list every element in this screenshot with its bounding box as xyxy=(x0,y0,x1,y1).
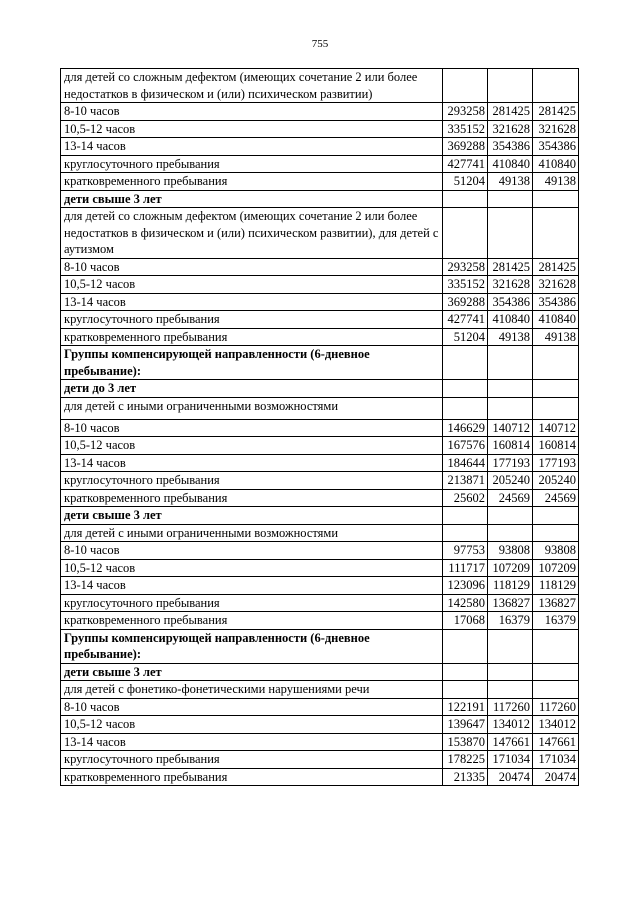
row-label: круглосуточного пребывания xyxy=(61,751,443,769)
tariff-value-1 xyxy=(443,208,488,259)
tariff-value-3: 354386 xyxy=(533,138,579,156)
row-label: 10,5-12 часов xyxy=(61,120,443,138)
tariff-value-3: 49138 xyxy=(533,328,579,346)
tariff-value-1: 293258 xyxy=(443,103,488,121)
table-row xyxy=(61,69,579,103)
section-header-row xyxy=(61,346,579,380)
tariff-value-2 xyxy=(488,663,533,681)
table-row xyxy=(61,103,579,121)
tariff-value-1 xyxy=(443,681,488,699)
section-header-row xyxy=(61,190,579,208)
table-row xyxy=(61,454,579,472)
row-label: 13-14 часов xyxy=(61,454,443,472)
row-label: дети до 3 лет xyxy=(61,380,443,398)
tariff-value-2: 147661 xyxy=(488,733,533,751)
tariff-value-3: 281425 xyxy=(533,258,579,276)
tariff-value-1: 21335 xyxy=(443,768,488,786)
tariff-value-1: 25602 xyxy=(443,489,488,507)
tariff-value-3: 107209 xyxy=(533,559,579,577)
tariff-value-1 xyxy=(443,380,488,398)
table-row xyxy=(61,612,579,630)
table-row xyxy=(61,293,579,311)
tariff-value-3: 24569 xyxy=(533,489,579,507)
tariff-value-1: 178225 xyxy=(443,751,488,769)
tariff-value-2: 321628 xyxy=(488,276,533,294)
row-label: 10,5-12 часов xyxy=(61,437,443,455)
table-row xyxy=(61,208,579,259)
tariff-value-1: 51204 xyxy=(443,173,488,191)
section-header-row xyxy=(61,629,579,663)
row-label: круглосуточного пребывания xyxy=(61,594,443,612)
tariff-value-2 xyxy=(488,190,533,208)
tariff-value-1 xyxy=(443,346,488,380)
row-label: 13-14 часов xyxy=(61,138,443,156)
tariff-value-2: 118129 xyxy=(488,577,533,595)
tariff-value-2 xyxy=(488,681,533,699)
section-header-row xyxy=(61,663,579,681)
tariff-value-2: 49138 xyxy=(488,328,533,346)
tariff-value-1: 184644 xyxy=(443,454,488,472)
tariff-value-2 xyxy=(488,507,533,525)
row-label: 13-14 часов xyxy=(61,733,443,751)
tariff-value-3: 160814 xyxy=(533,437,579,455)
row-label: круглосуточного пребывания xyxy=(61,155,443,173)
table-row xyxy=(61,472,579,490)
tariff-value-3: 20474 xyxy=(533,768,579,786)
tariff-value-2: 16379 xyxy=(488,612,533,630)
tariff-value-2: 281425 xyxy=(488,103,533,121)
tariff-value-3: 410840 xyxy=(533,155,579,173)
tariff-value-3: 321628 xyxy=(533,120,579,138)
tariff-value-3 xyxy=(533,190,579,208)
tariff-value-3 xyxy=(533,69,579,103)
tariff-value-1: 123096 xyxy=(443,577,488,595)
tariff-value-3 xyxy=(533,380,579,398)
table-row xyxy=(61,397,579,419)
section-header-row xyxy=(61,507,579,525)
row-label: для детей со сложным дефектом (имеющих сочетание 2 или более недостатков в физическом и (или) психическом развитии), для детей с аутизмом xyxy=(61,208,443,259)
tariff-value-2: 117260 xyxy=(488,698,533,716)
tariff-value-3 xyxy=(533,524,579,542)
tariff-value-3 xyxy=(533,346,579,380)
tariff-value-1: 142580 xyxy=(443,594,488,612)
tariff-value-2: 134012 xyxy=(488,716,533,734)
tariff-value-1: 17068 xyxy=(443,612,488,630)
tariff-value-2 xyxy=(488,629,533,663)
tariff-value-2: 20474 xyxy=(488,768,533,786)
tariff-value-1: 51204 xyxy=(443,328,488,346)
tariff-value-3: 118129 xyxy=(533,577,579,595)
table-row xyxy=(61,698,579,716)
tariff-value-1 xyxy=(443,69,488,103)
tariff-value-3: 171034 xyxy=(533,751,579,769)
tariff-value-2: 136827 xyxy=(488,594,533,612)
table-row xyxy=(61,594,579,612)
tariff-value-2: 281425 xyxy=(488,258,533,276)
table-row xyxy=(61,681,579,699)
tariff-value-3: 205240 xyxy=(533,472,579,490)
table-row xyxy=(61,328,579,346)
row-label: Группы компенсирующей направленности (6-дневное пребывание): xyxy=(61,629,443,663)
tariff-value-3: 177193 xyxy=(533,454,579,472)
row-label: 8-10 часов xyxy=(61,419,443,437)
row-label: 13-14 часов xyxy=(61,577,443,595)
table-row xyxy=(61,138,579,156)
section-header-row xyxy=(61,380,579,398)
table-row xyxy=(61,768,579,786)
row-label: для детей с фонетико-фонетическими нарушениями речи xyxy=(61,681,443,699)
tariff-value-2: 354386 xyxy=(488,293,533,311)
tariff-value-2 xyxy=(488,346,533,380)
tariff-value-1: 122191 xyxy=(443,698,488,716)
tariff-value-2: 160814 xyxy=(488,437,533,455)
tariff-value-1: 213871 xyxy=(443,472,488,490)
table-row xyxy=(61,419,579,437)
tariff-value-2: 171034 xyxy=(488,751,533,769)
row-label: для детей со сложным дефектом (имеющих сочетание 2 или более недостатков в физическом и (или) психическом развитии) xyxy=(61,69,443,103)
tariff-value-3: 136827 xyxy=(533,594,579,612)
tariff-value-1: 427741 xyxy=(443,155,488,173)
row-label: кратковременного пребывания xyxy=(61,328,443,346)
table-row xyxy=(61,524,579,542)
table-row xyxy=(61,751,579,769)
tariff-value-2: 205240 xyxy=(488,472,533,490)
tariff-value-2: 24569 xyxy=(488,489,533,507)
tariff-value-2: 410840 xyxy=(488,311,533,329)
tariff-value-1: 97753 xyxy=(443,542,488,560)
tariff-value-2: 49138 xyxy=(488,173,533,191)
table-row xyxy=(61,276,579,294)
tariff-value-2: 140712 xyxy=(488,419,533,437)
tariff-value-2: 107209 xyxy=(488,559,533,577)
table-row xyxy=(61,559,579,577)
tariff-value-3 xyxy=(533,397,579,419)
table-row xyxy=(61,258,579,276)
tariff-value-2: 354386 xyxy=(488,138,533,156)
row-label: 8-10 часов xyxy=(61,698,443,716)
tariff-value-3: 354386 xyxy=(533,293,579,311)
row-label: кратковременного пребывания xyxy=(61,768,443,786)
tariff-value-3: 16379 xyxy=(533,612,579,630)
tariff-value-3 xyxy=(533,681,579,699)
table-row xyxy=(61,173,579,191)
tariff-value-1 xyxy=(443,507,488,525)
tariff-value-1: 335152 xyxy=(443,276,488,294)
row-label: дети свыше 3 лет xyxy=(61,507,443,525)
tariff-value-3: 321628 xyxy=(533,276,579,294)
tariff-value-3 xyxy=(533,507,579,525)
row-label: дети свыше 3 лет xyxy=(61,190,443,208)
tariff-value-3: 49138 xyxy=(533,173,579,191)
row-label: 8-10 часов xyxy=(61,258,443,276)
tariff-table xyxy=(60,68,579,786)
row-label: кратковременного пребывания xyxy=(61,173,443,191)
row-label: 8-10 часов xyxy=(61,103,443,121)
tariff-value-2 xyxy=(488,524,533,542)
tariff-value-2: 321628 xyxy=(488,120,533,138)
table-row xyxy=(61,733,579,751)
row-label: 10,5-12 часов xyxy=(61,559,443,577)
tariff-value-3 xyxy=(533,208,579,259)
table-row xyxy=(61,577,579,595)
tariff-value-1: 111717 xyxy=(443,559,488,577)
tariff-value-1: 167576 xyxy=(443,437,488,455)
tariff-value-3: 147661 xyxy=(533,733,579,751)
row-label: кратковременного пребывания xyxy=(61,489,443,507)
tariff-value-2: 93808 xyxy=(488,542,533,560)
tariff-value-3: 140712 xyxy=(533,419,579,437)
row-label: 8-10 часов xyxy=(61,542,443,560)
table-row xyxy=(61,120,579,138)
tariff-value-1: 427741 xyxy=(443,311,488,329)
tariff-value-1 xyxy=(443,663,488,681)
table-row xyxy=(61,489,579,507)
tariff-value-2: 410840 xyxy=(488,155,533,173)
row-label: 10,5-12 часов xyxy=(61,716,443,734)
row-label: дети свыше 3 лет xyxy=(61,663,443,681)
row-label: 10,5-12 часов xyxy=(61,276,443,294)
tariff-value-1 xyxy=(443,629,488,663)
tariff-value-1: 369288 xyxy=(443,293,488,311)
row-label: кратковременного пребывания xyxy=(61,612,443,630)
tariff-value-3: 281425 xyxy=(533,103,579,121)
tariff-value-3 xyxy=(533,629,579,663)
tariff-value-1 xyxy=(443,524,488,542)
table-row xyxy=(61,437,579,455)
tariff-value-1: 293258 xyxy=(443,258,488,276)
table-row xyxy=(61,716,579,734)
row-label: круглосуточного пребывания xyxy=(61,472,443,490)
tariff-value-3: 134012 xyxy=(533,716,579,734)
tariff-value-1: 369288 xyxy=(443,138,488,156)
tariff-value-3: 410840 xyxy=(533,311,579,329)
row-label: круглосуточного пребывания xyxy=(61,311,443,329)
tariff-value-2: 177193 xyxy=(488,454,533,472)
tariff-value-1 xyxy=(443,397,488,419)
row-label: для детей с иными ограниченными возможностями xyxy=(61,397,443,419)
tariff-value-1: 335152 xyxy=(443,120,488,138)
tariff-value-2 xyxy=(488,397,533,419)
tariff-value-3: 93808 xyxy=(533,542,579,560)
table-row xyxy=(61,311,579,329)
tariff-value-2 xyxy=(488,69,533,103)
tariff-value-1: 153870 xyxy=(443,733,488,751)
tariff-value-1: 139647 xyxy=(443,716,488,734)
row-label: 13-14 часов xyxy=(61,293,443,311)
page-number: 755 xyxy=(311,38,329,50)
tariff-value-1: 146629 xyxy=(443,419,488,437)
tariff-value-2 xyxy=(488,208,533,259)
tariff-value-2 xyxy=(488,380,533,398)
table-row xyxy=(61,155,579,173)
row-label: Группы компенсирующей направленности (6-дневное пребывание): xyxy=(61,346,443,380)
tariff-value-3: 117260 xyxy=(533,698,579,716)
tariff-table-body xyxy=(61,69,579,786)
table-row xyxy=(61,542,579,560)
tariff-value-1 xyxy=(443,190,488,208)
tariff-value-3 xyxy=(533,663,579,681)
row-label: для детей с иными ограниченными возможностями xyxy=(61,524,443,542)
